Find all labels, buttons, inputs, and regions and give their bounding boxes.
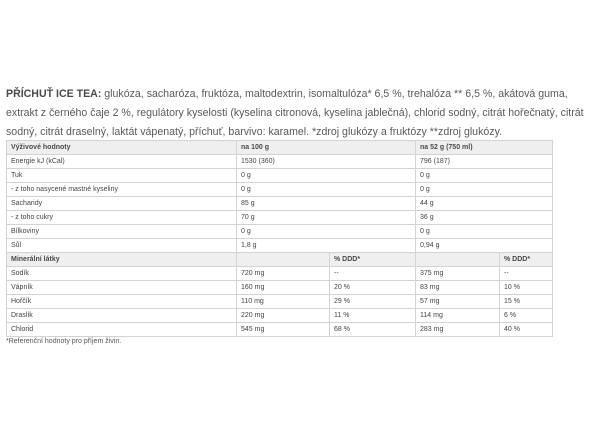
mineral-ddd-100g: 20 % [330,281,416,295]
mineral-ddd-100g: 29 % [330,295,416,309]
mineral-name: Sodík [7,267,237,281]
value-per-portion: 0 g [416,169,553,183]
nutrient-name: Sůl [7,239,237,253]
mineral-per-portion: 57 mg [416,295,500,309]
value-per-100g: 0 g [237,183,416,197]
mineral-per-100g: 545 mg [237,323,330,337]
nutrition-row [7,183,553,197]
nutrient-name: - z toho cukry [7,211,237,225]
mineral-name: Vápník [7,281,237,295]
value-per-portion: 796 (187) [416,155,553,169]
nutrient-name: Tuk [7,169,237,183]
mineral-ddd-portion: 10 % [500,281,553,295]
nutrition-header-row [7,141,553,155]
value-per-100g: 1,8 g [237,239,416,253]
footnote: *Referenční hodnoty pro příjem živin. [6,338,122,345]
nutrition-header-cell: na 100 g [237,141,416,155]
mineral-ddd-100g: -- [330,267,416,281]
mineral-per-portion: 114 mg [416,309,500,323]
ingredients-paragraph [6,85,594,142]
minerals-header-cell: Minerální látky [7,253,237,267]
value-per-100g: 1530 (360) [237,155,416,169]
minerals-header-cell [237,253,330,267]
mineral-row [7,295,553,309]
mineral-name: Hořčík [7,295,237,309]
ingredients-lead: PŘÍCHUŤ ICE TEA: [6,87,102,100]
nutrient-name: Energie kJ (kCal) [7,155,237,169]
mineral-ddd-100g: 68 % [330,323,416,337]
mineral-name: Chlorid [7,323,237,337]
nutrition-table [6,140,553,337]
nutrition-header-cell: na 52 g (750 ml) [416,141,553,155]
nutrient-name: Sacharidy [7,197,237,211]
minerals-header-row [7,253,553,267]
value-per-100g: 0 g [237,225,416,239]
ingredients-text: glukóza, sacharóza, fruktóza, maltodextrin, isomaltulóza* 6,5 %, trehalóza ** 6,5 %, akátová guma, extrakt z černého čaje 2 %, regulátory kyselosti (kyselina citronová, kyselina jablečná), chlorid sodný, citrát hořečnatý, citrát sodný, citrát draselný, laktát vápenatý, příchuť, barvivo: karamel. *zdroj glukózy a fruktózy **zdroj glukózy. [6,87,584,138]
nutrition-row [7,169,553,183]
value-per-100g: 0 g [237,169,416,183]
mineral-ddd-portion: 6 % [500,309,553,323]
nutrition-row [7,197,553,211]
minerals-header-cell [416,253,500,267]
value-per-100g: 85 g [237,197,416,211]
mineral-per-100g: 220 mg [237,309,330,323]
mineral-per-portion: 375 mg [416,267,500,281]
minerals-header-cell: % DDD* [330,253,416,267]
mineral-per-100g: 160 mg [237,281,330,295]
mineral-per-portion: 83 mg [416,281,500,295]
mineral-ddd-portion: 15 % [500,295,553,309]
nutrition-row [7,239,553,253]
value-per-portion: 0,94 g [416,239,553,253]
value-per-portion: 0 g [416,225,553,239]
nutrition-row [7,155,553,169]
mineral-ddd-100g: 11 % [330,309,416,323]
nutrient-name: Bílkoviny [7,225,237,239]
mineral-row [7,267,553,281]
nutrient-name: - z toho nasycené mastné kyseliny [7,183,237,197]
nutrition-row [7,211,553,225]
nutrition-row [7,225,553,239]
nutrition-header-cell: Výživové hodnoty [7,141,237,155]
mineral-ddd-portion: 40 % [500,323,553,337]
value-per-portion: 36 g [416,211,553,225]
mineral-per-portion: 283 mg [416,323,500,337]
value-per-portion: 44 g [416,197,553,211]
minerals-header-cell: % DDD* [500,253,553,267]
mineral-row [7,309,553,323]
mineral-row [7,323,553,337]
mineral-ddd-portion: -- [500,267,553,281]
value-per-100g: 70 g [237,211,416,225]
mineral-per-100g: 110 mg [237,295,330,309]
mineral-name: Draslík [7,309,237,323]
mineral-row [7,281,553,295]
value-per-portion: 0 g [416,183,553,197]
mineral-per-100g: 720 mg [237,267,330,281]
